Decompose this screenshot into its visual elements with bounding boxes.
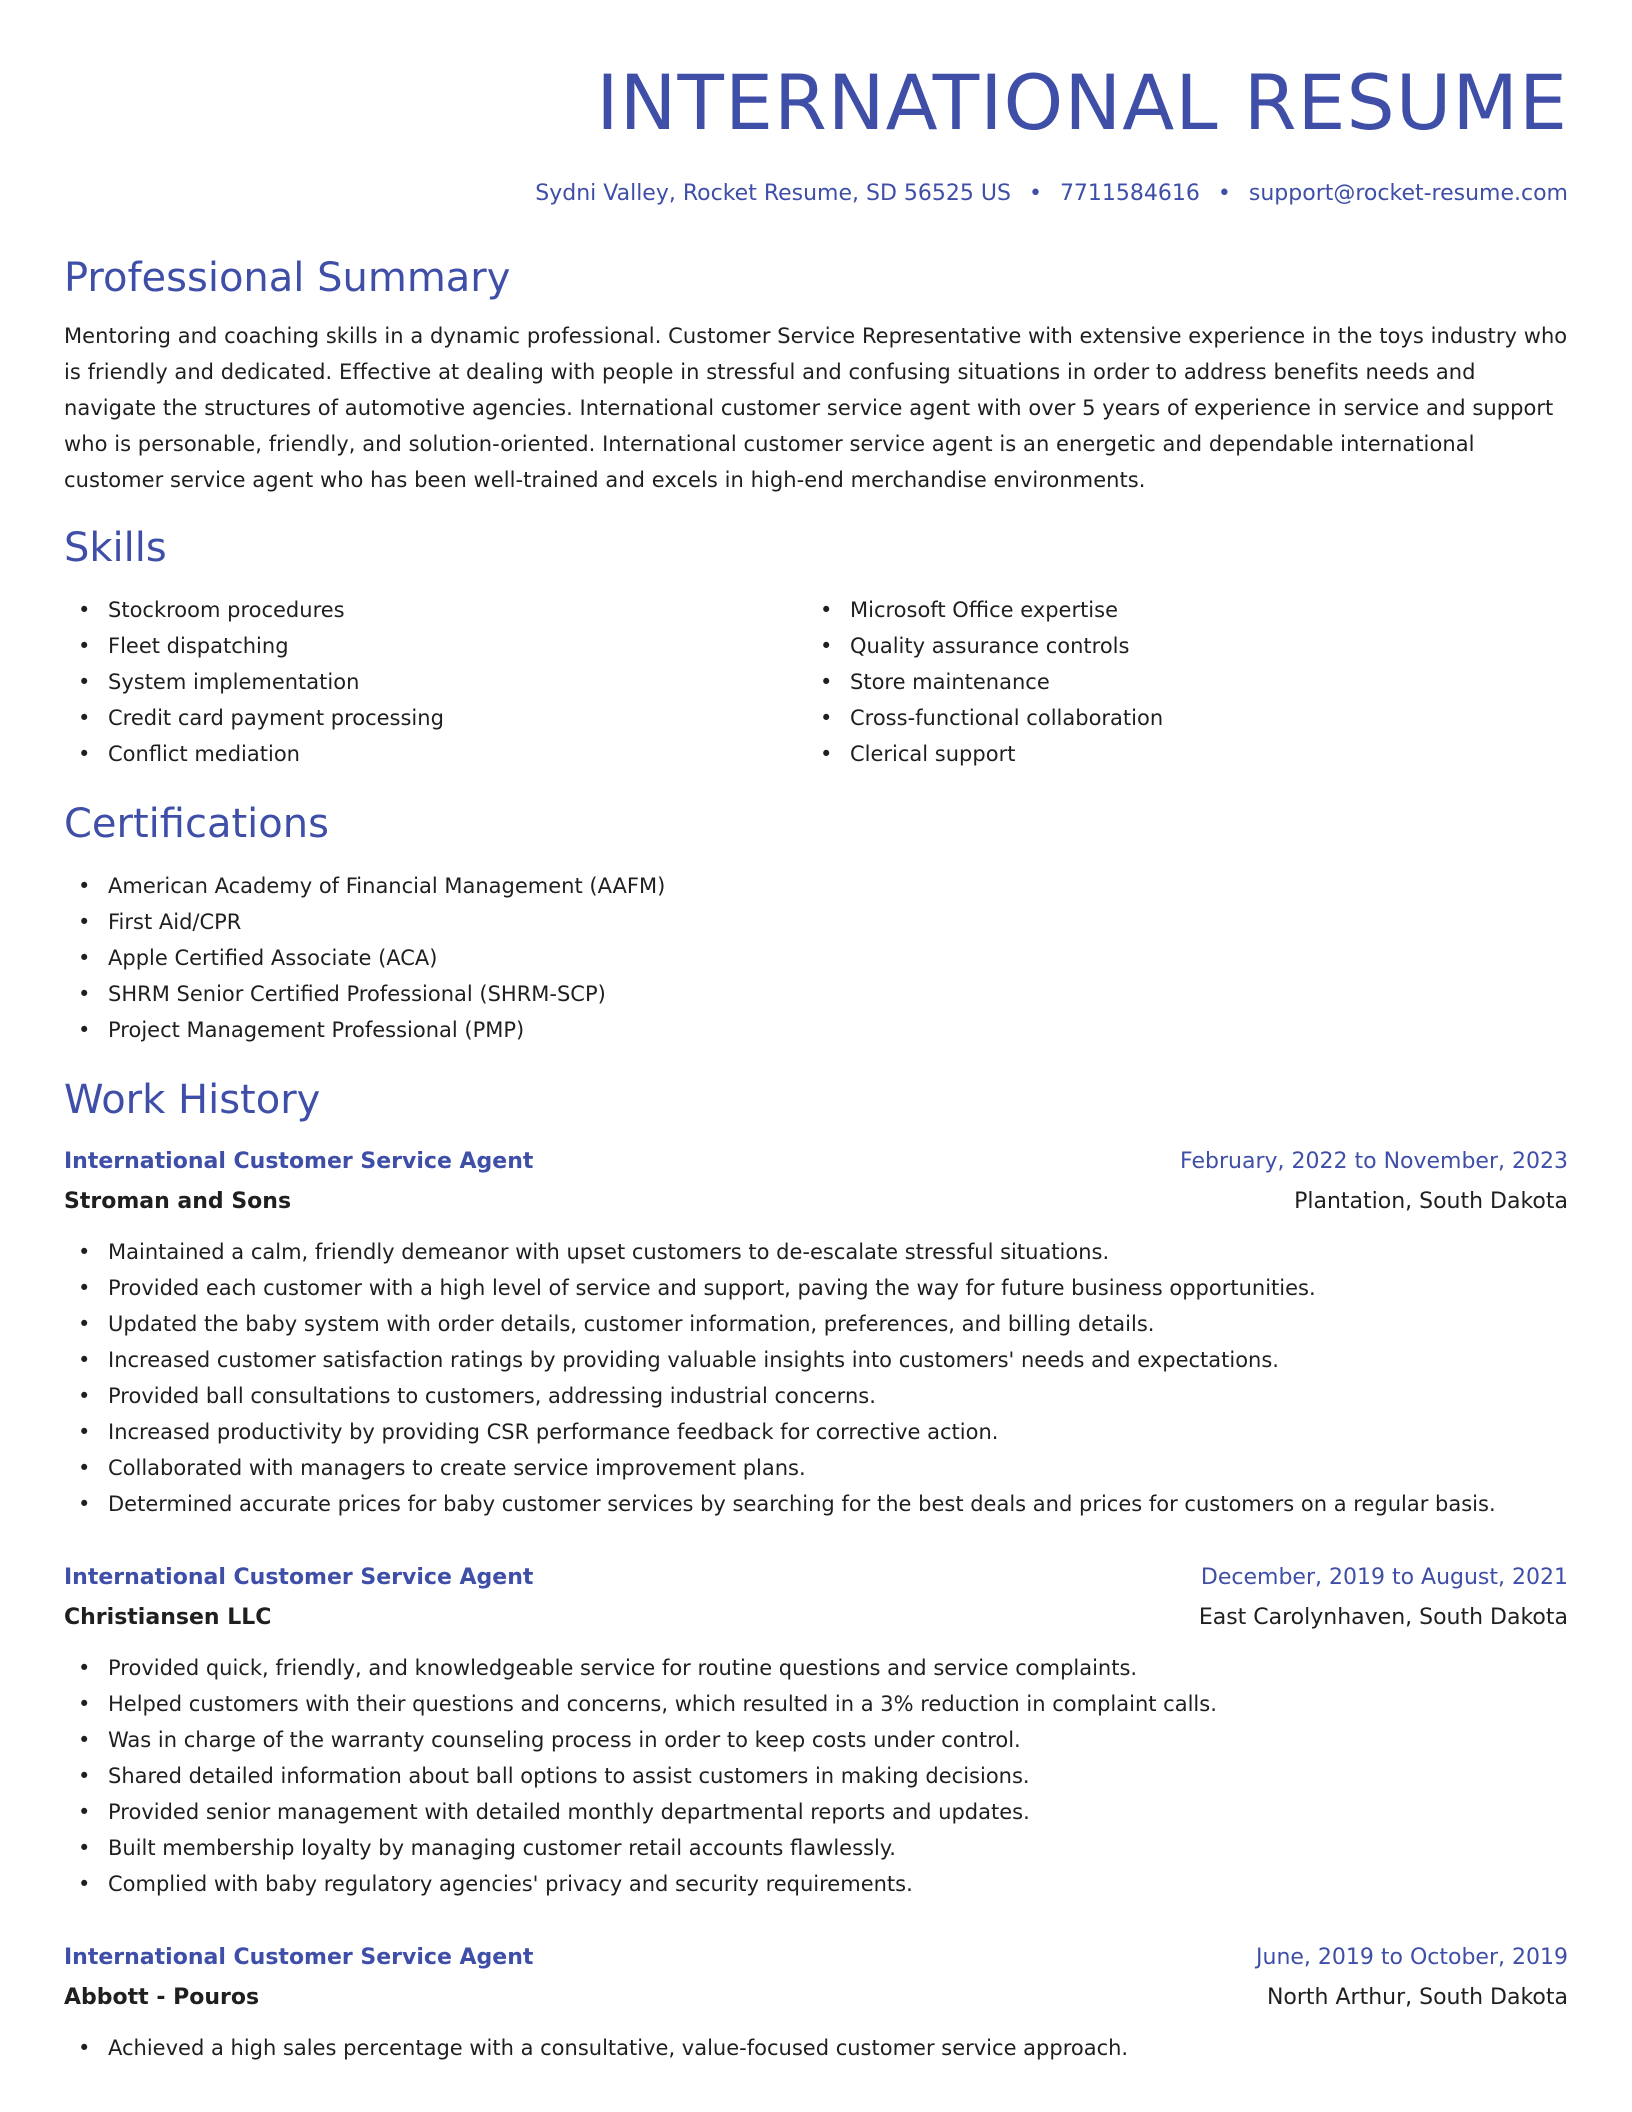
job-bullet: • Shared detailed information about ball options to assist customers in making decisions. [64,1758,1568,1794]
job-company-row [64,1180,1568,1220]
contact-separator: • [1028,181,1042,206]
skill-item: • Conflict mediation [64,736,806,772]
job-bullet: • Achieved a high sales percentage with a consultative, value-focused customer service approach. [64,2030,1568,2066]
job-bullet: • Increased productivity by providing CSR performance feedback for corrective action. [64,1414,1568,1450]
skills-column-left [64,592,806,772]
certification-item: • SHRM Senior Certified Professional (SHRM-SCP) [64,976,1568,1012]
job-company: Stroman and Sons [64,1189,292,1214]
job-bullet: • Helped customers with their questions and concerns, which resulted in a 3% reduction in complaint calls. [64,1686,1568,1722]
certification-item: • American Academy of Financial Management (AAFM) [64,868,1568,904]
certifications-list [64,868,1568,1048]
contact-email[interactable]: support@rocket-resume.com [1248,181,1568,206]
job-entry [64,1560,1568,1902]
job-title: International Customer Service Agent [64,1945,534,1970]
resume-header [64,0,1568,210]
job-location: North Arthur, South Dakota [1266,1985,1568,2010]
skills-column-right [806,592,1548,772]
contact-separator: • [1217,181,1231,206]
job-bullet: • Determined accurate prices for baby customer services by searching for the best deals and prices for customers on a regular basis. [64,1486,1568,1522]
job-title: International Customer Service Agent [64,1565,534,1590]
job-location: East Carolynhaven, South Dakota [1198,1605,1568,1630]
job-title: International Customer Service Agent [64,1149,534,1174]
contact-address: Sydni Valley, Rocket Resume, SD 56525 US [535,181,1011,206]
job-company: Abbott - Pouros [64,1985,260,2010]
certification-item: • First Aid/CPR [64,904,1568,940]
skill-item: • Stockroom procedures [64,592,806,628]
skill-item: • Microsoft Office expertise [806,592,1548,628]
job-header-row [64,1144,1568,1180]
job-location: Plantation, South Dakota [1294,1189,1568,1214]
job-header-row [64,1560,1568,1596]
job-bullet: • Collaborated with managers to create service improvement plans. [64,1450,1568,1486]
job-company-row [64,1976,1568,2016]
certification-item: • Apple Certified Associate (ACA) [64,940,1568,976]
skill-item: • System implementation [64,664,806,700]
resume-name: INTERNATIONAL RESUME [596,58,1568,147]
certifications-heading: Certifications [64,801,329,847]
job-dates: December, 2019 to August, 2021 [1200,1565,1568,1590]
job-entry [64,1144,1568,1522]
contact-phone[interactable]: 7711584616 [1059,181,1200,206]
job-bullets [64,2030,1568,2066]
job-bullets [64,1650,1568,1902]
skill-item: • Clerical support [806,736,1548,772]
job-entry [64,1940,1568,2066]
contact-line [64,178,1568,210]
skill-item: • Quality assurance controls [806,628,1548,664]
certification-item: • Project Management Professional (PMP) [64,1012,1568,1048]
skills-heading: Skills [64,525,167,571]
job-bullet: • Provided quick, friendly, and knowledgeable service for routine questions and service complaints. [64,1650,1568,1686]
skill-item: • Fleet dispatching [64,628,806,664]
job-bullet: • Complied with baby regulatory agencies' privacy and security requirements. [64,1866,1568,1902]
job-bullet: • Provided senior management with detailed monthly departmental reports and updates. [64,1794,1568,1830]
job-bullet: • Updated the baby system with order details, customer information, preferences, and billing details. [64,1306,1568,1342]
job-company: Christiansen LLC [64,1605,272,1630]
summary-text: Mentoring and coaching skills in a dynamic professional. Customer Service Representative with extensive experience in the toys industry who is friendly and dedicated. Effective at dealing with people in stressful and confusing situations in order to address benefits needs and navigate the structures of automotive agencies. International customer service agent with over 5 years of experience in service and support who is personable, friendly, and solution-oriented. International customer service agent is an energetic and dependable international customer service agent who has been well-trained and excels in high-end merchandise environments. [64,324,1568,492]
skill-item: • Cross-functional collaboration [806,700,1548,736]
job-bullet: • Was in charge of the warranty counseling process in order to keep costs under control. [64,1722,1568,1758]
job-dates: February, 2022 to November, 2023 [1180,1149,1568,1174]
job-company-row [64,1596,1568,1636]
skill-item: • Credit card payment processing [64,700,806,736]
job-bullet: • Provided ball consultations to customers, addressing industrial concerns. [64,1378,1568,1414]
job-bullet: • Increased customer satisfaction ratings by providing valuable insights into customers' needs and expectations. [64,1342,1568,1378]
job-bullet: • Maintained a calm, friendly demeanor with upset customers to de-escalate stressful situations. [64,1234,1568,1270]
work-history-heading: Work History [64,1077,321,1123]
job-header-row [64,1940,1568,1976]
job-bullet: • Provided each customer with a high level of service and support, paving the way for future business opportunities. [64,1270,1568,1306]
job-dates: June, 2019 to October, 2019 [1256,1945,1568,1970]
job-bullets [64,1234,1568,1522]
skill-item: • Store maintenance [806,664,1548,700]
skills-list [64,592,1568,772]
summary-heading: Professional Summary [64,255,511,301]
job-bullet: • Built membership loyalty by managing customer retail accounts flawlessly. [64,1830,1568,1866]
